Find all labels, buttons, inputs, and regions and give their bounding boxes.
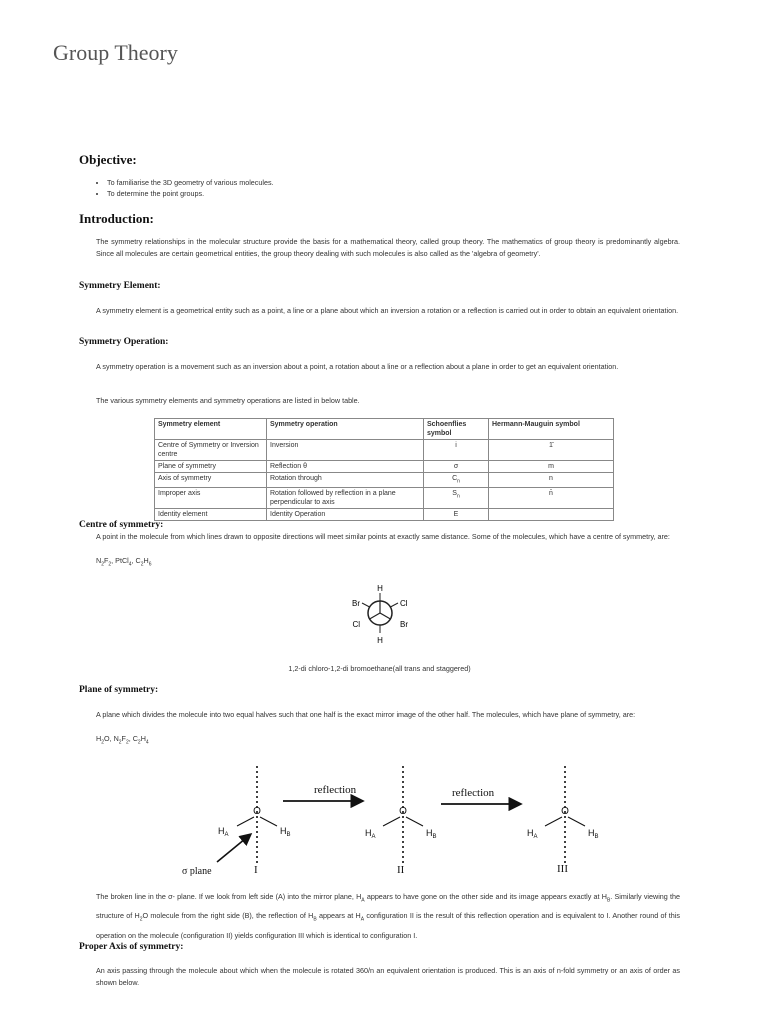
bond-line	[380, 613, 390, 619]
bond-line	[260, 817, 277, 826]
table-row	[155, 488, 614, 509]
table-cell: E	[424, 509, 489, 521]
symmetry-element-text: A symmetry element is a geometrical entity such as a point, a line or a plane about which an inversion a rotation or a reflection is carried out in order to obtain an equivalent orientation.	[96, 306, 679, 315]
table-cell: Identity element	[155, 509, 267, 521]
table-header-cell: Symmetry operation	[267, 419, 424, 440]
table-cell	[424, 473, 489, 488]
atom-label-bottom: H	[377, 636, 383, 645]
bond-line	[370, 613, 380, 619]
centre-of-symmetry-text: A point in the molecule from which lines drawn to opposite directions will meet similar points at exactly same distance. Some of the molecules, which have a centre of symmetry, are:	[96, 532, 670, 541]
table-header-cell: Symmetry element	[155, 419, 267, 440]
introduction-heading: Introduction:	[79, 211, 154, 226]
list-item: • To determine the point groups.	[107, 188, 680, 199]
symmetry-operation-text: A symmetry operation is a movement such as an inversion about a point, a rotation about a line or a reflection about a plane in order to get an equivalent orientation.	[96, 362, 619, 371]
table-cell: Improper axis	[155, 488, 267, 509]
oxygen-atom: O	[561, 806, 569, 817]
table-row	[155, 440, 614, 461]
table-cell: m	[489, 461, 614, 473]
atom-label-upper-left: Br	[352, 599, 360, 608]
table-cell	[424, 488, 489, 509]
bond-line	[237, 817, 254, 826]
symbol-subscript: n	[456, 493, 460, 500]
hydrogen-b: $H_B$	[588, 828, 599, 840]
hydrogen-a: $H_A$	[365, 828, 376, 840]
table-cell: i	[424, 440, 489, 461]
symbol-base: S	[452, 490, 457, 498]
bond-line	[390, 603, 398, 607]
symmetry-operation-heading: Symmetry Operation:	[79, 337, 169, 347]
table-cell: Identity Operation	[267, 509, 424, 521]
table-cell: Rotation through	[267, 473, 424, 488]
plane-of-symmetry-text: A plane which divides the molecule into two equal halves such that one half is the exact mirror image of the other half. The molecules, which have plane of symmetry, are:	[96, 710, 636, 719]
atom-label-lower-left: Cl	[352, 620, 360, 629]
symmetry-table	[154, 418, 614, 521]
table-cell: Inversion	[267, 440, 424, 461]
table-cell: σ	[424, 461, 489, 473]
hydrogen-b: $H_B$	[280, 826, 291, 838]
centre-molecules: $N_2F_2$, PtCl$_4$, $C_2H_6$	[96, 556, 152, 568]
table-intro-text: The various symmetry elements and symmetry operations are listed in below table.	[96, 396, 360, 405]
newman-caption: 1,2-di chloro-1,2-di bromoethane(all trans and staggered)	[288, 664, 471, 673]
table-cell: Centre of Symmetry or Inversion centre	[155, 440, 267, 461]
reflection-figure	[179, 760, 609, 876]
bond-line	[362, 603, 370, 607]
table-cell: Axis of symmetry	[155, 473, 267, 488]
bond-line	[545, 817, 562, 826]
table-row	[155, 473, 614, 488]
table-cell: Rotation followed by reflection in a plane perpendicular to axis	[267, 488, 424, 509]
symbol-subscript: n	[457, 478, 460, 485]
objective-list	[79, 177, 680, 199]
symmetry-element-heading: Symmetry Element:	[79, 281, 161, 291]
list-item: • To familiarise the 3D geometry of various molecules.	[107, 177, 680, 188]
table-cell: n̄	[489, 488, 614, 509]
table-row	[155, 461, 614, 473]
plane-molecules: $H_2O$, $N_2F_2$, $C_2H_4$	[96, 734, 149, 746]
page-title: Group Theory	[53, 40, 178, 65]
newman-projection-figure	[340, 583, 420, 649]
atom-label-top: H	[377, 584, 383, 593]
table-cell: n	[489, 473, 614, 488]
table-header-cell: Hermann-Mauguin symbol	[489, 419, 614, 440]
proper-axis-heading: Proper Axis of symmetry:	[79, 942, 184, 952]
table-cell: Plane of symmetry	[155, 461, 267, 473]
table-cell: 1̄	[489, 440, 614, 461]
table-header-cell: Schoenflies symbol	[424, 419, 489, 440]
reflection-explanation: The broken line in the σ- plane. If we look from left side (A) into the mirror plane, $H_A$ appears to have gone on the other side and its image appears exactly at $H_B$. Similarly viewing the structure of $H_2O$ molecule from the right side (B), the reflection of $H_B$ appears at $H_A$ configuration II is the result of this reflection operation and is equivalent to I. Another round of this operation on the molecule (configuration II) yields configuration III which is identical to configuration I.	[96, 892, 680, 940]
oxygen-atom: O	[399, 806, 407, 817]
objective-heading: Objective:	[79, 152, 137, 167]
oxygen-atom: O	[253, 806, 261, 817]
hydrogen-b: $H_B$	[426, 828, 437, 840]
bond-line	[383, 817, 400, 826]
table-header-row	[155, 419, 614, 440]
atom-label-upper-right: Cl	[400, 599, 408, 608]
hydrogen-a: $H_A$	[527, 828, 538, 840]
plane-pointer-arrow	[217, 834, 251, 862]
config-label-1: I	[254, 864, 258, 876]
introduction-text: The symmetry relationships in the molecular structure provide the basis for a mathematical theory, called group theory. The mathematics of group theory is predominantly algebra. Since all molecules are certain geometrical entities, the group theory dealing with such molecules is also called as the 'algebra of geometry'.	[96, 237, 680, 258]
hydrogen-a: $H_A$	[218, 826, 229, 838]
bond-line	[406, 817, 423, 826]
proper-axis-text: An axis passing through the molecule about which when the molecule is rotated 360/n an equivalent orientation is produced. This is an axis of n-fold symmetry or an axis of order as shown below.	[96, 966, 680, 987]
bond-line	[568, 817, 585, 826]
reflection-label-1: reflection	[314, 784, 357, 796]
reflection-label-2: reflection	[452, 787, 495, 799]
plane-of-symmetry-heading: Plane of symmetry:	[79, 685, 159, 695]
symbol-base: C	[452, 475, 458, 482]
config-label-3: III	[557, 863, 568, 875]
centre-of-symmetry-heading: Centre of symmetry:	[79, 520, 164, 530]
config-label-2: II	[397, 864, 405, 876]
atom-label-lower-right: Br	[400, 620, 408, 629]
sigma-plane-label: σ plane	[182, 866, 212, 876]
table-cell: Reflection θ	[267, 461, 424, 473]
